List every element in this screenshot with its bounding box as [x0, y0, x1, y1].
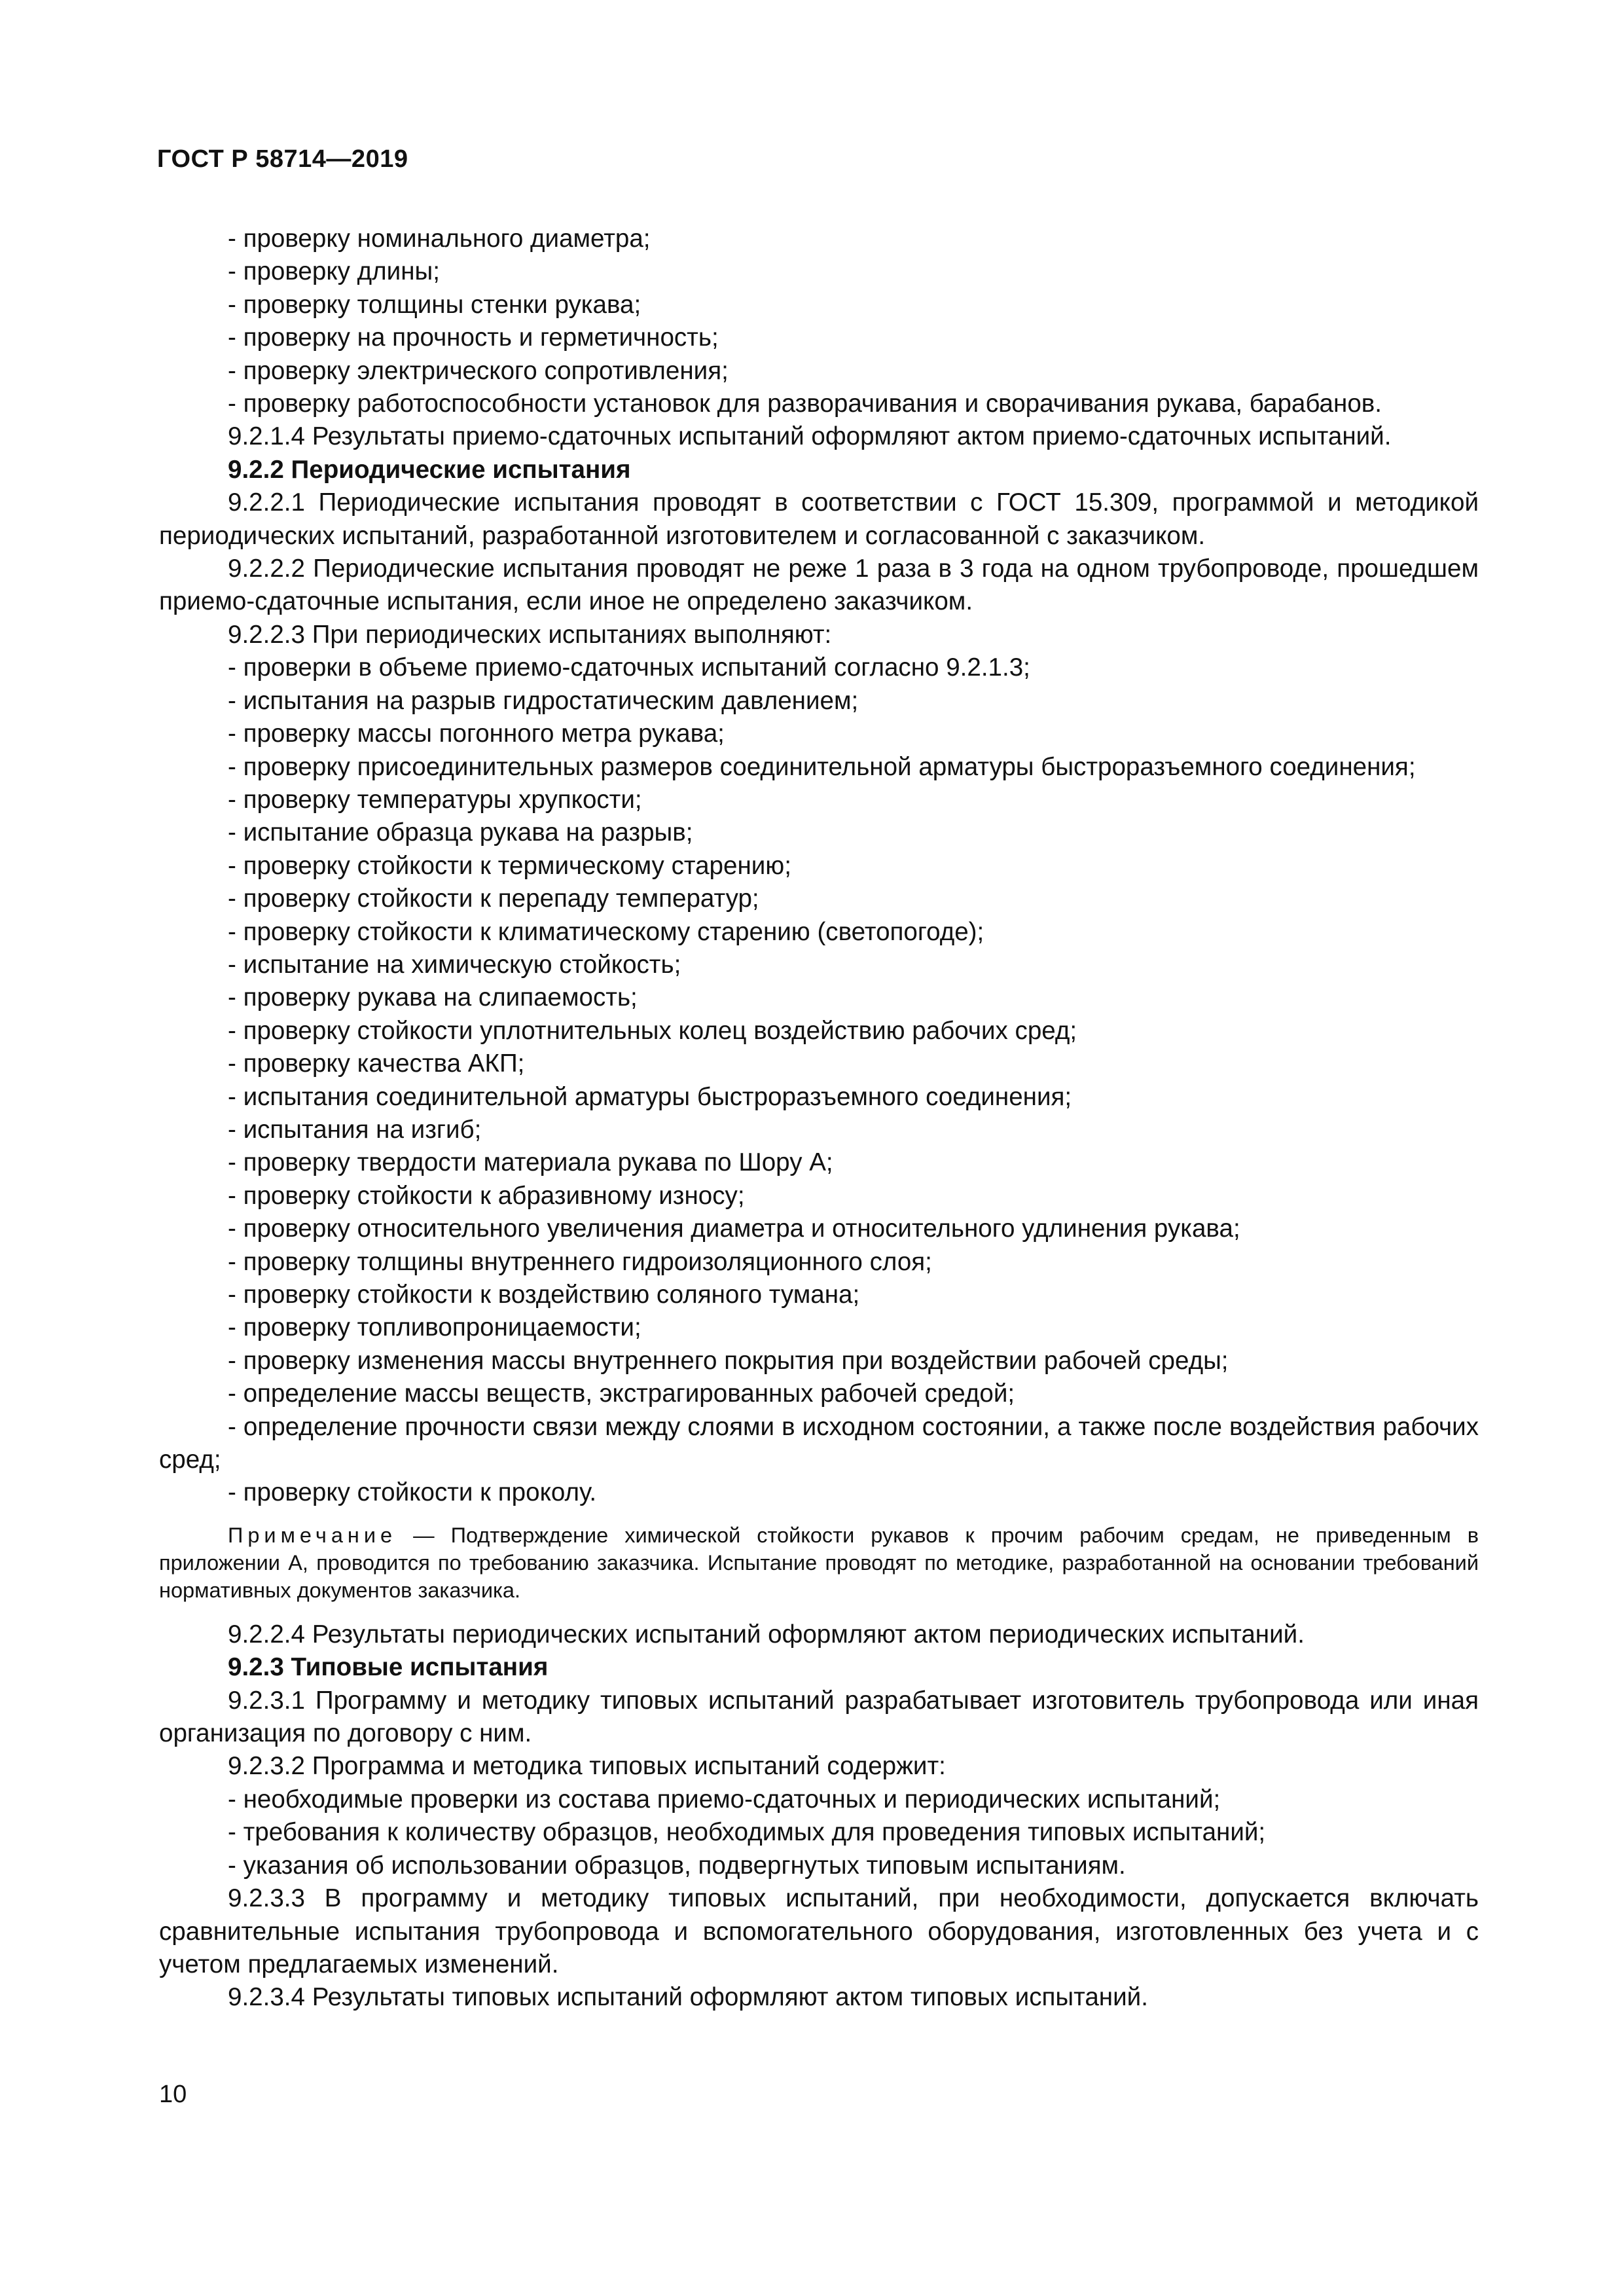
- paragraph: - проверку топливопроницаемости;: [228, 1313, 641, 1342]
- paragraph: - проверку массы погонного метра рукава;: [228, 720, 725, 748]
- paragraph: 9.2.3.4 Результаты типовых испытаний оформляют актом типовых испытаний.: [228, 1983, 1148, 2012]
- paragraph: - проверку толщины внутреннего гидроизоляционного слоя;: [228, 1247, 932, 1276]
- paragraph: 9.2.1.4 Результаты приемо-сдаточных испытаний оформляют актом приемо-сдаточных испытаний.: [228, 422, 1392, 451]
- paragraph: 9.2.3.2 Программа и методика типовых испытаний содержит:: [228, 1752, 946, 1781]
- note-text: — Подтверждение химической стойкости рукавов к прочим рабочим средам, не приведенным в приложении А, проводится по требованию заказчика. Испытание проводят по методике, разработанной на основании требований нормативных документов заказчика.: [159, 1523, 1479, 1602]
- paragraph: 9.2.3 Типовые испытания: [228, 1653, 549, 1682]
- paragraph: - проверку толщины стенки рукава;: [228, 290, 641, 319]
- paragraph: - проверку стойкости к термическому старению;: [228, 851, 791, 880]
- paragraph-group: [159, 223, 1479, 1510]
- paragraph: - проверку стойкости уплотнительных колец воздействию рабочих сред;: [228, 1016, 1077, 1045]
- paragraph: - проверку на прочность и герметичность;: [228, 323, 719, 352]
- paragraph: - проверки в объеме приемо-сдаточных испытаний согласно 9.2.1.3;: [228, 653, 1030, 682]
- paragraph: - проверку работоспособности установок для разворачивания и сворачивания рукава, барабанов.: [228, 390, 1382, 418]
- paragraph: - проверку стойкости к проколу.: [228, 1478, 597, 1507]
- note-paragraph: [159, 1522, 1479, 1604]
- paragraph: - проверку стойкости к климатическому старению (светопогоде);: [228, 917, 984, 946]
- paragraph: - проверку температуры хрупкости;: [228, 785, 642, 814]
- paragraph: 9.2.2.1 Периодические испытания проводят в соответствии с ГОСТ 15.309, программой и методикой периодических испытаний, разработанной изготовителем и согласованной с заказчиком.: [159, 488, 1479, 550]
- paragraph: - проверку качества АКП;: [228, 1049, 525, 1078]
- paragraph: - проверку длины;: [228, 257, 440, 286]
- paragraph: - указания об использовании образцов, подвергнутых типовым испытаниям.: [228, 1851, 1126, 1880]
- paragraph: - испытания на разрыв гидростатическим давлением;: [228, 686, 859, 715]
- paragraph: - проверку электрического сопротивления;: [228, 356, 729, 385]
- paragraph: - испытание образца рукава на разрыв;: [228, 818, 693, 847]
- paragraph: - испытание на химическую стойкость;: [228, 950, 681, 979]
- paragraph: - проверку стойкости к абразивному износу;: [228, 1181, 745, 1210]
- paragraph: - проверку присоединительных размеров соединительной арматуры быстроразъемного соединения;: [228, 752, 1416, 781]
- paragraph: 9.2.3.1 Программу и методику типовых испытаний разрабатывает изготовитель трубопровода или иная организация по договору с ним.: [159, 1686, 1479, 1748]
- paragraph: 9.2.2.3 При периодических испытаниях выполняют:: [228, 620, 832, 649]
- paragraph: - определение прочности связи между слоями в исходном состоянии, а также после воздействия рабочих сред;: [159, 1412, 1479, 1474]
- page-number: 10: [159, 2081, 187, 2108]
- paragraph: - проверку номинального диаметра;: [228, 225, 651, 253]
- paragraph: - испытания соединительной арматуры быстроразъемного соединения;: [228, 1082, 1072, 1111]
- paragraph: 9.2.3.3 В программу и методику типовых испытаний, при необходимости, допускается включать сравнительные испытания трубопровода и вспомогательного оборудования, изготовленных без учета и с учетом предлагаемых изменений.: [159, 1884, 1479, 1978]
- document-body: [159, 223, 1479, 2014]
- paragraph: - проверку стойкости к перепаду температур;: [228, 884, 759, 913]
- document-header: ГОСТ Р 58714—2019: [157, 145, 408, 173]
- paragraph: 9.2.2.2 Периодические испытания проводят не реже 1 раза в 3 года на одном трубопроводе, прошедшем приемо-сдаточные испытания, если иное не определено заказчиком.: [159, 555, 1479, 616]
- paragraph: - проверку твердости материала рукава по Шору А;: [228, 1148, 833, 1177]
- paragraph-group: [159, 1618, 1479, 2014]
- paragraph: - определение массы веществ, экстрагированных рабочей средой;: [228, 1379, 1015, 1408]
- paragraph: 9.2.2 Периодические испытания: [228, 455, 631, 484]
- paragraph: - проверку изменения массы внутреннего покрытия при воздействии рабочей среды;: [228, 1346, 1229, 1375]
- paragraph: - требования к количеству образцов, необходимых для проведения типовых испытаний;: [228, 1818, 1266, 1847]
- paragraph: - испытания на изгиб;: [228, 1115, 482, 1144]
- paragraph: - необходимые проверки из состава приемо-сдаточных и периодических испытаний;: [228, 1785, 1221, 1813]
- note-label: Примечание: [228, 1523, 397, 1547]
- paragraph: - проверку относительного увеличения диаметра и относительного удлинения рукава;: [228, 1214, 1240, 1243]
- paragraph: - проверку рукава на слипаемость;: [228, 983, 638, 1012]
- paragraph: - проверку стойкости к воздействию соляного тумана;: [228, 1281, 860, 1309]
- paragraph: 9.2.2.4 Результаты периодических испытаний оформляют актом периодических испытаний.: [228, 1620, 1305, 1649]
